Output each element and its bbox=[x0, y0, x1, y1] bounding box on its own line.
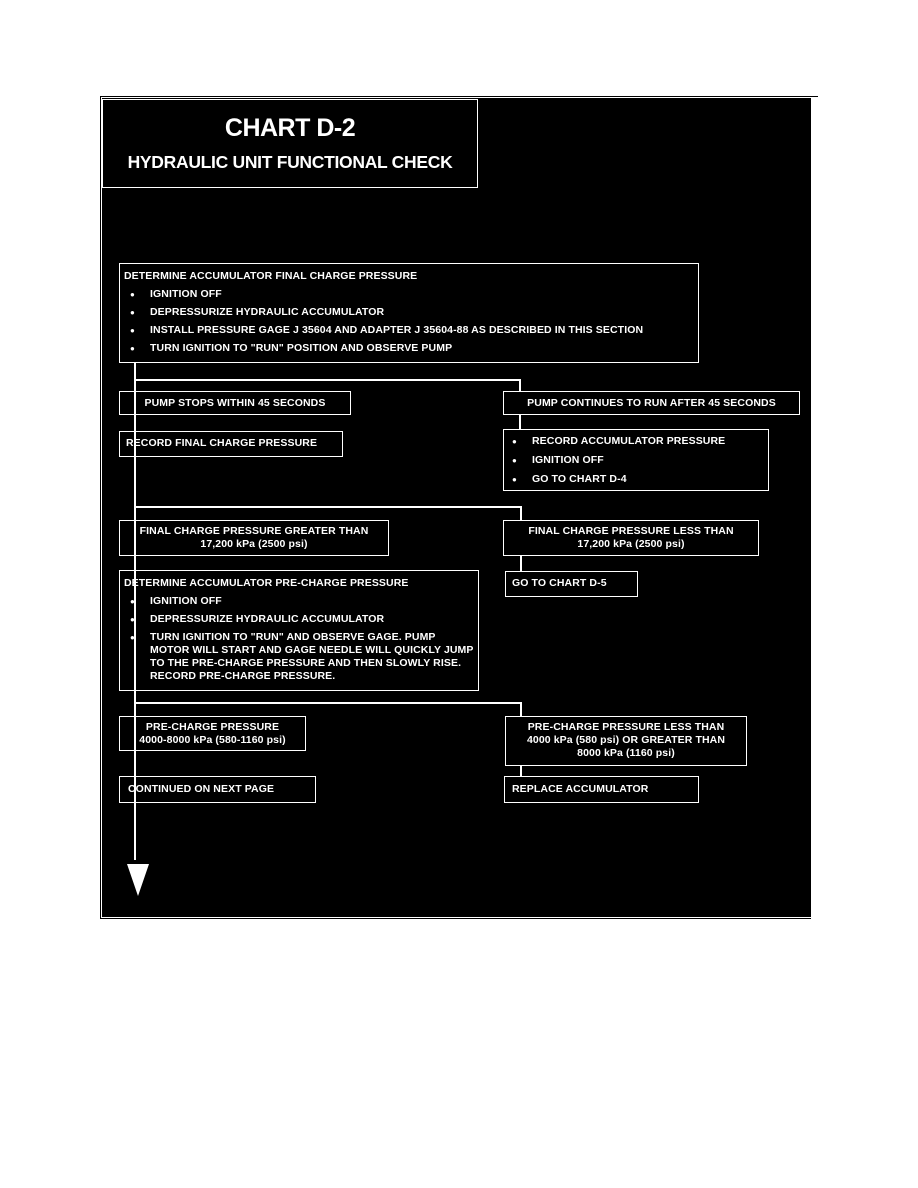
bullet-item: ● INSTALL PRESSURE GAGE J 35604 AND ADAPTER J 35604-88 AS DESCRIBED IN THIS SECTION bbox=[124, 324, 694, 337]
step-text: PRE-CHARGE PRESSURE LESS THAN bbox=[527, 721, 725, 733]
bullet-item: ● DEPRESSURIZE HYDRAULIC ACCUMULATOR bbox=[124, 613, 474, 626]
step-text: PRE-CHARGE PRESSURE bbox=[145, 721, 280, 733]
branch-line-3 bbox=[135, 703, 521, 717]
determine-pre-charge-box bbox=[119, 570, 479, 691]
bullet-item: ● IGNITION OFF bbox=[506, 454, 766, 467]
bullet-item: ● DEPRESSURIZE HYDRAULIC ACCUMULATOR bbox=[124, 306, 694, 319]
bullet-item: ● IGNITION OFF bbox=[124, 288, 694, 301]
pump-stops-box bbox=[119, 391, 351, 415]
pump-continues-box bbox=[503, 391, 800, 415]
step-text: 17,200 kPa (2500 psi) bbox=[200, 538, 308, 550]
go-to-chart-d5-box bbox=[505, 571, 638, 597]
step-text: FINAL CHARGE PRESSURE GREATER THAN bbox=[139, 525, 369, 537]
step-text: REPLACE ACCUMULATOR bbox=[512, 783, 649, 795]
step-text: 8000 kPa (1160 psi) bbox=[577, 747, 675, 759]
bullet-item: ● TURN IGNITION TO "RUN" AND OBSERVE GAGE. PUMP MOTOR WILL START AND GAGE NEEDLE WILL QUICKLY JUMP TO THE PRE-CHARGE PRESSURE AND THEN SLOWLY RISE. RECORD PRE-CHARGE PRESSURE. bbox=[124, 631, 474, 683]
record-final-charge-box bbox=[119, 431, 343, 457]
bullet-item: ● GO TO CHART D-4 bbox=[506, 473, 766, 486]
bullet-item: ● TURN IGNITION TO "RUN" POSITION AND OBSERVE PUMP bbox=[124, 342, 694, 355]
final-less-box bbox=[503, 520, 759, 556]
step-text: PUMP CONTINUES TO RUN AFTER 45 SECONDS bbox=[527, 397, 776, 409]
replace-accumulator-box bbox=[504, 776, 699, 803]
pre-charge-out-of-range-box bbox=[505, 716, 747, 766]
title-block bbox=[102, 99, 478, 188]
bullet-item: ● IGNITION OFF bbox=[124, 595, 474, 608]
step-text: RECORD FINAL CHARGE PRESSURE bbox=[126, 437, 318, 449]
branch-line-2 bbox=[135, 507, 521, 521]
step-text: 17,200 kPa (2500 psi) bbox=[577, 538, 685, 550]
down-arrow-icon bbox=[127, 864, 149, 896]
step-text: CONTINUED ON NEXT PAGE bbox=[128, 783, 275, 795]
determine-final-charge-box bbox=[119, 263, 699, 363]
step-heading: DETERMINE ACCUMULATOR FINAL CHARGE PRESSURE bbox=[124, 270, 418, 282]
final-greater-box bbox=[119, 520, 389, 556]
step-heading: DETERMINE ACCUMULATOR PRE-CHARGE PRESSURE bbox=[124, 577, 409, 589]
continued-next-page-box bbox=[119, 776, 316, 803]
step-text: 4000-8000 kPa (580-1160 psi) bbox=[139, 734, 286, 746]
record-accumulator-box bbox=[503, 429, 769, 491]
step-text: PUMP STOPS WITHIN 45 SECONDS bbox=[144, 397, 326, 409]
step-text: 4000 kPa (580 psi) OR GREATER THAN bbox=[526, 734, 726, 746]
bullet-item: ● RECORD ACCUMULATOR PRESSURE bbox=[506, 435, 766, 448]
step-text: FINAL CHARGE PRESSURE LESS THAN bbox=[528, 525, 734, 537]
chart-subtitle: HYDRAULIC UNIT FUNCTIONAL CHECK bbox=[127, 152, 453, 172]
chart-title: CHART D-2 bbox=[224, 114, 356, 142]
pre-charge-ok-box bbox=[119, 716, 306, 751]
step-text: GO TO CHART D-5 bbox=[512, 577, 607, 589]
